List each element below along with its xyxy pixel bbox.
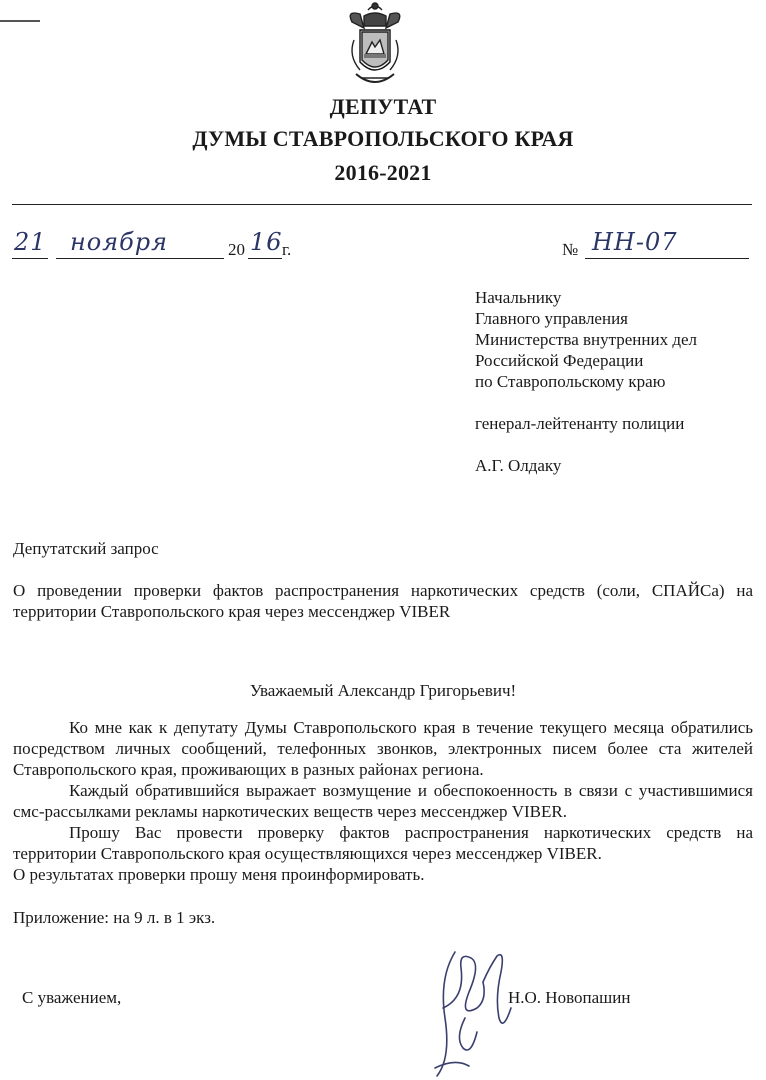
document-subject: О проведении проверки фактов распространения наркотических средств (соли, СПАЙСа) на территории Ставропольского края через мессенджер VIBER <box>13 581 753 621</box>
number-handwritten: НН-07 <box>592 228 678 256</box>
year-handwritten: 16 <box>250 228 283 256</box>
addressee-rank: генерал-лейтенанту полиции <box>475 414 685 433</box>
addressee-line: Начальнику <box>475 288 562 307</box>
salutation: Уважаемый Александр Григорьевич! <box>249 681 517 700</box>
addressee-name: А.Г. Олдаку <box>475 456 562 475</box>
year-prefix: 20 <box>228 240 245 259</box>
date-month-handwritten: ноября <box>70 228 169 256</box>
header-title-line1: ДЕПУТАТ <box>329 94 437 119</box>
date-day-underline <box>12 258 48 259</box>
date-month-underline <box>56 258 224 259</box>
addressee-line: по Ставропольскому краю <box>475 372 666 391</box>
addressee-line: Министерства внутренних дел <box>475 330 698 349</box>
body-paragraph: Каждый обратившийся выражает возмущение и обеспокоенность в связи с участившимися смс-рассылками рекламы наркотических веществ через мессенджер VIBER. <box>13 781 753 821</box>
document-type: Депутатский запрос <box>13 539 159 558</box>
letter-body <box>13 717 753 885</box>
body-paragraph: Ко мне как к депутату Думы Ставропольского края в течение текущего месяца обратились посредством личных сообщений, телефонных звонков, электронных писем более ста жителей Ставропольского края, проживающих в разных районах региона. <box>13 718 753 779</box>
number-sign: № <box>562 240 579 259</box>
header-title-line3: 2016-2021 <box>334 160 432 185</box>
coat-of-arms-emblem <box>342 0 408 92</box>
number-underline <box>585 258 749 259</box>
attachment-note: Приложение: на 9 л. в 1 экз. <box>13 908 216 927</box>
header-title-line2: ДУМЫ СТАВРОПОЛЬСКОГО КРАЯ <box>192 126 574 151</box>
scan-mark <box>0 20 40 22</box>
closing-phrase: С уважением, <box>22 988 122 1007</box>
year-suffix: г. <box>282 240 292 259</box>
header-divider <box>12 204 752 205</box>
addressee-line: Главного управления <box>475 309 628 328</box>
signer-name: Н.О. Новопашин <box>508 988 631 1007</box>
date-day-handwritten: 21 <box>14 228 47 256</box>
body-paragraph: Прошу Вас провести проверку фактов распространения наркотических средств на территории Ставропольского края осуществляющихся через мессенджер VIBER. <box>13 823 753 863</box>
addressee-line: Российской Федерации <box>475 351 644 370</box>
body-paragraph: О результатах проверки прошу меня проинформировать. <box>13 865 425 884</box>
year-underline <box>248 258 282 259</box>
addressee-block <box>475 287 697 392</box>
handwritten-signature <box>425 948 515 1080</box>
